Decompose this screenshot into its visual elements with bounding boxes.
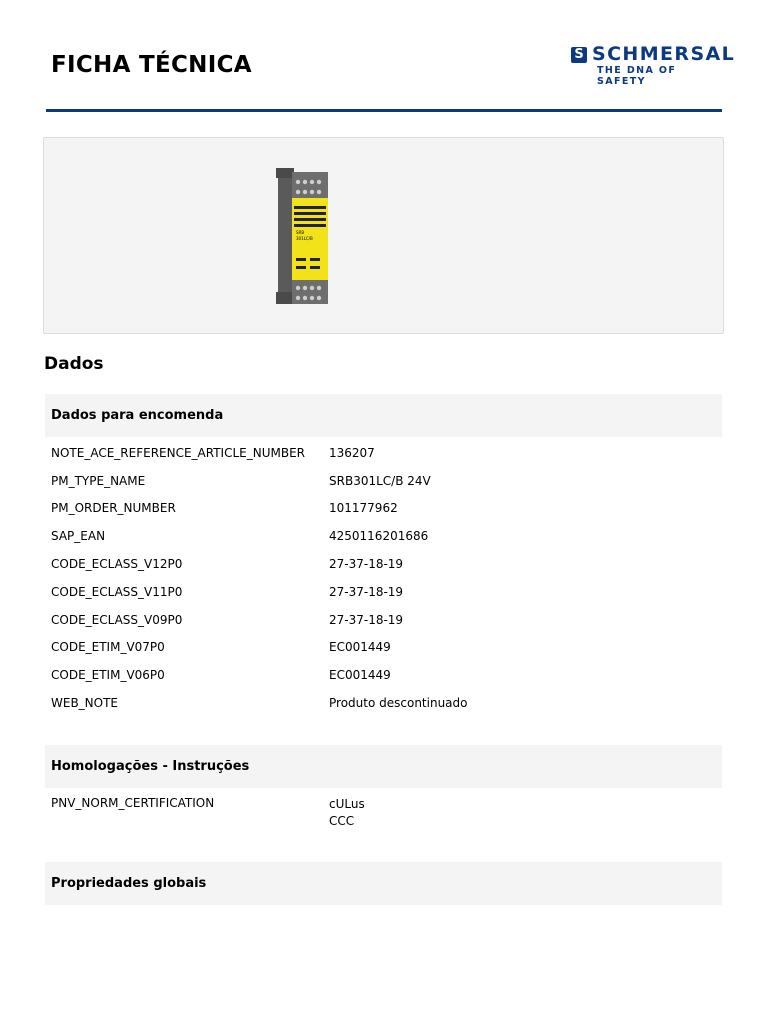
logo-mark-icon: S <box>571 47 587 63</box>
row-value: 27-37-18-19 <box>329 557 404 571</box>
row-value: EC001449 <box>329 668 391 682</box>
row-key: SAP_EAN <box>51 529 106 543</box>
document-header <box>0 0 768 112</box>
product-image <box>272 166 334 306</box>
row-value: 101177962 <box>329 501 398 515</box>
logo-tagline: THE DNA OF SAFETY <box>597 65 677 87</box>
group-header-approvals <box>45 745 722 788</box>
row-key: CODE_ECLASS_V09P0 <box>51 613 183 627</box>
section-title: Dados <box>44 354 104 374</box>
row-value: 27-37-18-19 <box>329 613 404 627</box>
group-header-ordering <box>45 394 722 437</box>
row-value: 4250116201686 <box>329 529 429 543</box>
row-key: PNV_NORM_CERTIFICATION <box>51 796 215 810</box>
product-image-panel <box>43 137 724 334</box>
certification-value: cULus <box>329 797 365 811</box>
group-title: Propriedades globais <box>51 876 207 891</box>
row-value: 27-37-18-19 <box>329 585 404 599</box>
row-key: CODE_ETIM_V06P0 <box>51 668 165 682</box>
group-title: Dados para encomenda <box>51 408 224 423</box>
row-key: PM_ORDER_NUMBER <box>51 501 176 515</box>
svg-text:301LC/B: 301LC/B <box>296 236 313 241</box>
logo-wordmark: SCHMERSAL <box>592 43 736 65</box>
group-header-global-properties <box>45 862 722 905</box>
group-title: Homologações - Instruções <box>51 759 250 774</box>
row-value: SRB301LC/B 24V <box>329 474 431 488</box>
row-key: CODE_ETIM_V07P0 <box>51 640 165 654</box>
certification-value: CCC <box>329 814 355 828</box>
row-value: Produto descontinuado <box>329 696 468 710</box>
row-key: CODE_ECLASS_V11P0 <box>51 585 183 599</box>
row-value: EC001449 <box>329 640 391 654</box>
row-key: CODE_ECLASS_V12P0 <box>51 557 183 571</box>
header-divider <box>46 109 722 112</box>
row-key: PM_TYPE_NAME <box>51 474 146 488</box>
page-title: FICHA TÉCNICA <box>51 52 252 78</box>
row-key: WEB_NOTE <box>51 696 119 710</box>
row-key: NOTE_ACE_REFERENCE_ARTICLE_NUMBER <box>51 446 306 460</box>
row-value <box>329 796 365 830</box>
svg-text:SRB: SRB <box>296 230 305 235</box>
row-value: 136207 <box>329 446 375 460</box>
schmersal-logo <box>570 43 736 87</box>
